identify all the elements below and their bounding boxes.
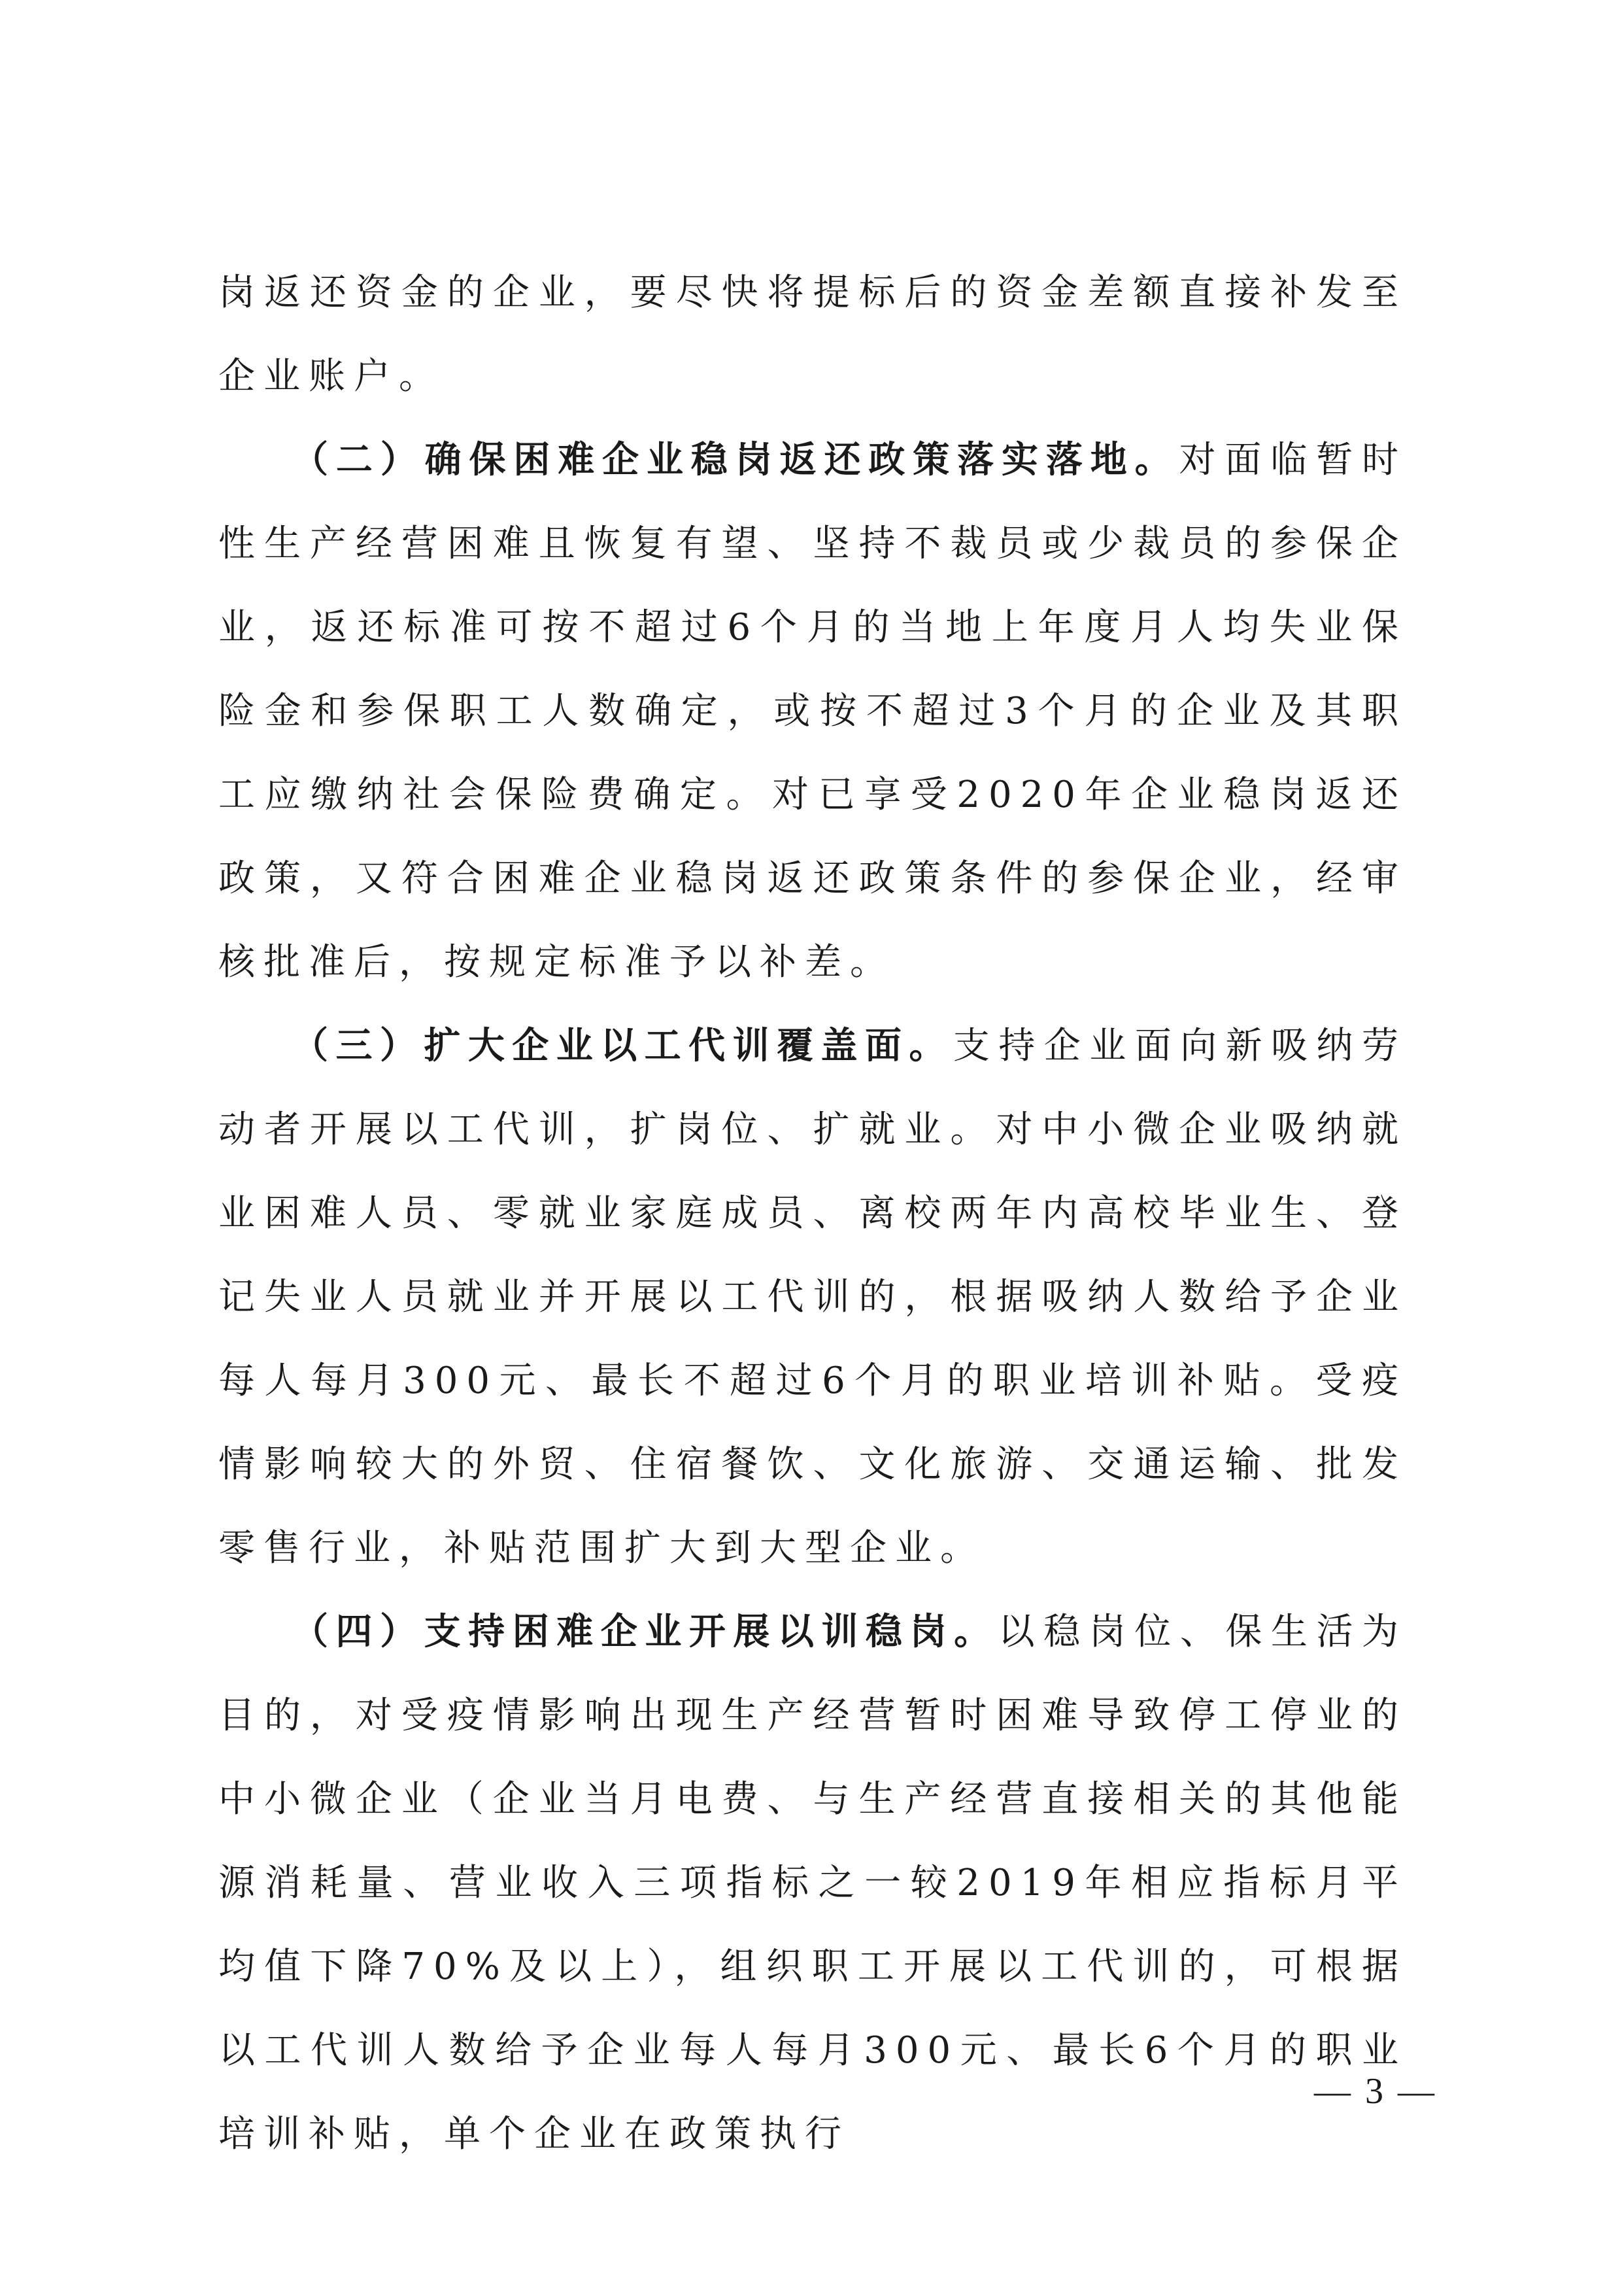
section-heading: （二）确保困难企业稳岗返还政策落实落地。 (292, 439, 1179, 481)
section-heading: （四）支持困难企业开展以训稳岗。 (292, 1611, 998, 1653)
paragraph-text: 岗返还资金的企业，要尽快将提标后的资金差额直接补发至企业账户。 (218, 271, 1407, 398)
paragraph-section-3 (218, 1004, 1407, 1590)
document-body (218, 251, 1407, 2176)
paragraph-section-4 (218, 1590, 1407, 2176)
paragraph-section-2 (218, 419, 1407, 1004)
page-number: — 3 — (1314, 2071, 1437, 2112)
paragraph-text: 以稳岗位、保生活为目的，对受疫情影响出现生产经营暂时困难导致停工停业的中小微企业（企业当月电费、与生产经营直接相关的其他能源消耗量、营业收入三项指标之一较2019年相应指标月平均值下降70%及以上），组织职工开展以工代训的，可根据以工代训人数给予企业每人每月300元、最长6个月的职业培训补贴，单个企业在政策执行 (218, 1611, 1408, 2155)
paragraph-text: 对面临暂时性生产经营困难且恢复有望、坚持不裁员或少裁员的参保企业，返还标准可按不超过6个月的当地上年度月人均失业保险金和参保职工人数确定，或按不超过3个月的企业及其职工应缴纳社会保险费确定。对已享受2020年企业稳岗返还政策，又符合困难企业稳岗返还政策条件的参保企业，经审核批准后，按规定标准予以补差。 (218, 439, 1407, 984)
paragraph-continuation (218, 251, 1407, 419)
section-heading: （三）扩大企业以工代训覆盖面。 (292, 1025, 953, 1067)
paragraph-text: 支持企业面向新吸纳劳动者开展以工代训，扩岗位、扩就业。对中小微企业吸纳就业困难人员、零就业家庭成员、离校两年内高校毕业生、登记失业人员就业并开展以工代训的，根据吸纳人数给予企业每人每月300元、最长不超过6个月的职业培训补贴。受疫情影响较大的外贸、住宿餐饮、文化旅游、交通运输、批发零售行业，补贴范围扩大到大型企业。 (218, 1025, 1408, 1569)
